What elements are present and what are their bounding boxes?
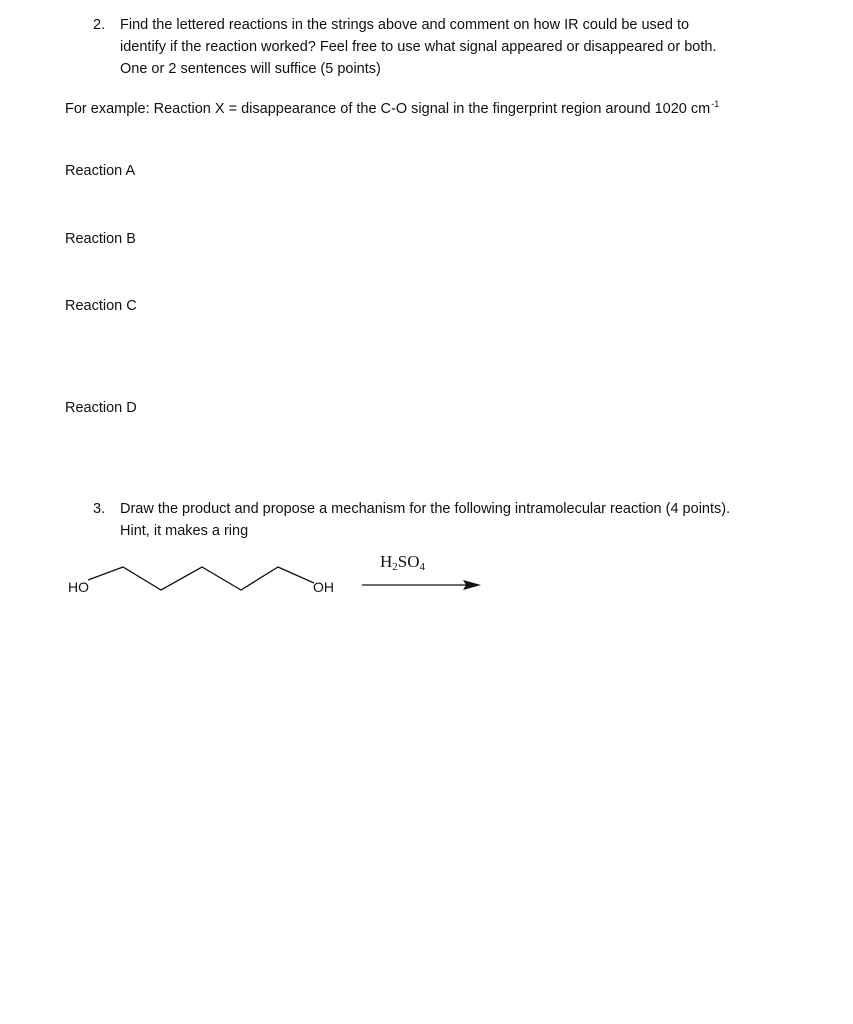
question-3-number: 3. bbox=[93, 501, 106, 517]
reaction-d-label: Reaction D bbox=[65, 400, 137, 416]
question-2-line-1: Find the lettered reactions in the strings above and comment on how IR could be used to bbox=[120, 17, 690, 33]
hydroxyl-left-label: HO bbox=[68, 579, 89, 595]
hydroxyl-right-label: OH bbox=[313, 579, 334, 595]
reagent-so: SO bbox=[397, 552, 420, 571]
example-text: For example: Reaction X = disappearance of the C-O signal in the fingerprint region around 1020 cm bbox=[65, 101, 711, 117]
example-superscript: -1 bbox=[711, 99, 720, 109]
question-3-line-2: Hint, it makes a ring bbox=[120, 523, 249, 539]
carbon-chain bbox=[88, 567, 314, 590]
reaction-b-label: Reaction B bbox=[65, 231, 136, 247]
question-2-line-3: One or 2 sentences will suffice (5 points) bbox=[120, 61, 381, 77]
question-2-number: 2. bbox=[93, 17, 106, 33]
question-3-line-1: Draw the product and propose a mechanism for the following intramolecular reaction (4 points). bbox=[120, 501, 731, 517]
question-2-line-2: identify if the reaction worked? Feel free to use what signal appeared or disappeared or both. bbox=[120, 39, 717, 55]
reaction-c-label: Reaction C bbox=[65, 298, 137, 314]
reagent-label bbox=[380, 552, 425, 573]
reaction-a-label: Reaction A bbox=[65, 163, 136, 179]
reagent-h-subscript: 2 bbox=[392, 561, 398, 573]
reagent-h: H bbox=[380, 552, 393, 571]
reagent-so-subscript: 4 bbox=[419, 561, 426, 573]
